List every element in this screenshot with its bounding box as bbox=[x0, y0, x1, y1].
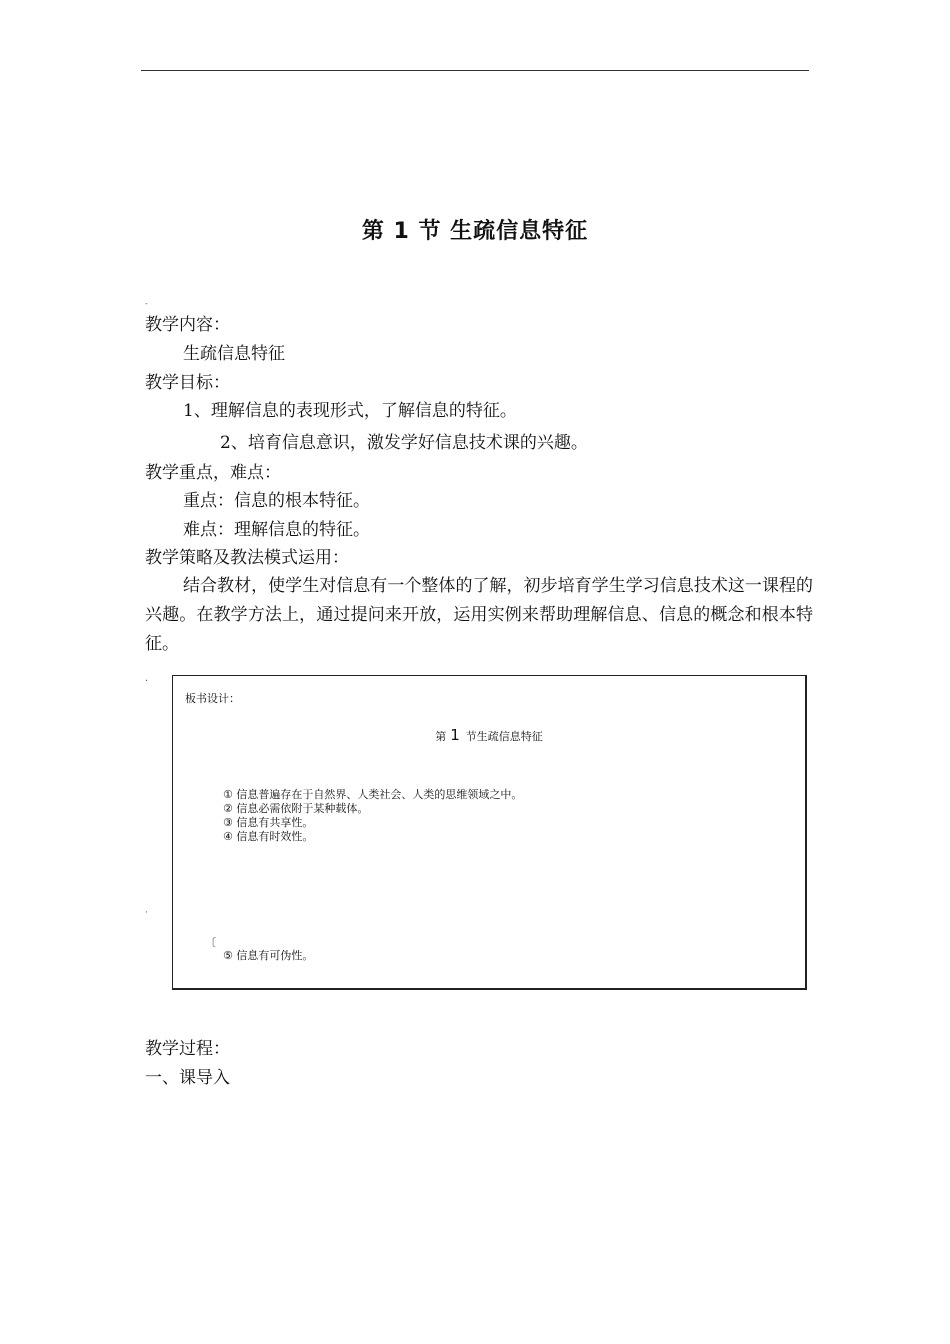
strategy-heading: 教学策略及教法模式运用： bbox=[145, 548, 349, 568]
goal-item-2: 2、培育信息意识，激发学好信息技术课的兴趣。 bbox=[220, 433, 588, 453]
board-title-suffix: 节生疏信息特征 bbox=[465, 730, 543, 743]
board-feature-list bbox=[223, 788, 522, 844]
content-heading: 教学内容： bbox=[145, 315, 230, 335]
board-bracket-mark: 〔 bbox=[205, 936, 216, 949]
board-label: 板书设计： bbox=[185, 692, 240, 705]
board-feature-item-5: ⑤ 信息有可伪性。 bbox=[223, 949, 314, 962]
process-step-1: 一、课导入 bbox=[145, 1068, 230, 1088]
board-feature-item-4: ④ 信息有时效性。 bbox=[223, 830, 314, 843]
content-text: 生疏信息特征 bbox=[183, 344, 285, 364]
board-feature-item-3: ③ 信息有共享性。 bbox=[223, 816, 314, 829]
stray-dot-mark: · bbox=[145, 676, 149, 687]
stray-dot-mark-2: · bbox=[145, 908, 148, 918]
stray-dash-mark: - bbox=[145, 299, 148, 308]
board-title bbox=[173, 726, 805, 744]
board-feature-item-1: ① 信息普遍存在于自然界、人类社会、人类的思维领域之中。 bbox=[223, 788, 523, 801]
page-title: 第 1 节 生疏信息特征 bbox=[361, 219, 589, 244]
goal-heading: 教学目标： bbox=[145, 373, 230, 393]
difficult-point: 难点：理解信息的特征。 bbox=[183, 520, 370, 540]
board-feature-item-2: ② 信息必需依附于某种载体。 bbox=[223, 802, 369, 815]
goal-item-1: 1、理解信息的表现形式，了解信息的特征。 bbox=[183, 401, 517, 421]
process-heading: 教学过程： bbox=[145, 1039, 230, 1059]
board-title-prefix: 第 bbox=[435, 730, 447, 743]
strategy-paragraph: 结合教材，使学生对信息有一个整体的了解，初步培育学生学习信息技术这一课程的兴趣。在教学方法上，通过提问来开放，运用实例来帮助理解信息、信息的概念和根本特征。 bbox=[145, 576, 813, 654]
header-rule bbox=[141, 70, 809, 71]
key-point: 重点：信息的根本特征。 bbox=[183, 491, 370, 511]
blackboard-design-box bbox=[172, 675, 807, 990]
board-title-number: 1 bbox=[450, 726, 460, 744]
keypoints-heading: 教学重点，难点： bbox=[145, 463, 281, 483]
